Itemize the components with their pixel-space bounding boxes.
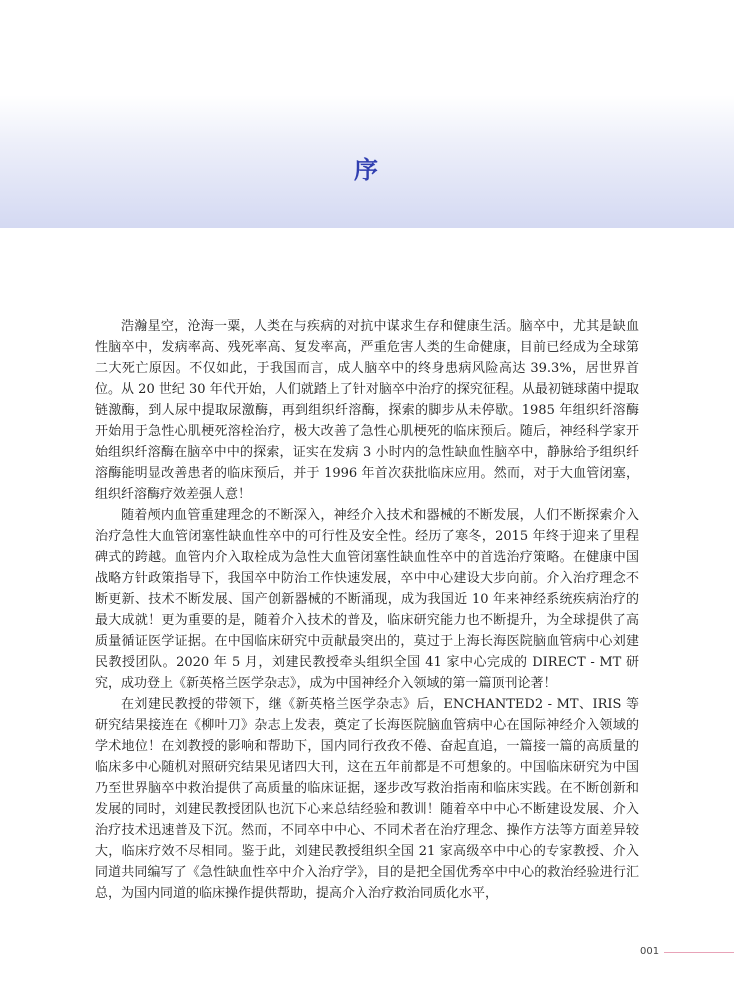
page-title: 序 (354, 156, 380, 184)
header-band (0, 0, 734, 228)
paragraph: 在刘建民教授的带领下，继《新英格兰医学杂志》后，ENCHANTED2 - MT、IRIS 等研究结果接连在《柳叶刀》杂志上发表，奠定了长海医院脑血管病中心在国际神经介入领域的学术地位！在刘教授的影响和帮助下，国内同行孜孜不倦、奋起直追，一篇接一篇的高质量的临床多中心随机对照研究结果见诸四大刊，这在五年前都是不可想象的。中国临床研究为中国乃至世界脑卒中救治提供了高质量的临床证据，逐步改写救治指南和临床实践。在不断创新和发展的同时，刘建民教授团队也沉下心来总结经验和教训！随着卒中中心不断建设发展、介入治疗技术迅速普及下沉。然而，不同卒中中心、不同术者在治疗理念、操作方法等方面差异较大，临床疗效不尽相同。鉴于此，刘建民教授组织全国 21 家高级卒中中心的专家教授、介入同道共同编写了《急性缺血性卒中介入治疗学》，目的是把全国优秀卒中中心的救治经验进行汇总，为国内同道的临床操作提供帮助，提高介入治疗救治同质化水平， (95, 697, 639, 901)
body-text (95, 316, 639, 904)
paragraph: 随着颅内血管重建理念的不断深入，神经介入技术和器械的不断发展，人们不断探索介入治疗急性大血管闭塞性缺血性卒中的可行性及安全性。经历了寒冬，2015 年终于迎来了里程碑式的跨越。血管内介入取栓成为急性大血管闭塞性缺血性卒中的首选治疗策略。在健康中国战略方针政策指导下，我国卒中防治工作快速发展，卒中中心建设大步向前。介入治疗理念不断更新、技术不断发展、国产创新器械的不断涌现，成为我国近 10 年来神经系统疾病治疗的最大成就！更为重要的是，随着介入技术的普及，临床研究能力也不断提升，为全球提供了高质量循证医学证据。在中国临床研究中贡献最突出的，莫过于上海长海医院脑血管病中心刘建民教授团队。2020 年 5 月，刘建民教授牵头组织全国 41 家中心完成的 DIRECT - MT 研究，成功登上《新英格兰医学杂志》，成为中国神经介入领域的第一篇顶刊论著！ (95, 508, 639, 691)
page-number: 001 (640, 946, 660, 957)
footer-rule (664, 952, 734, 953)
paragraph: 浩瀚星空，沧海一粟，人类在与疾病的对抗中谋求生存和健康生活。脑卒中，尤其是缺血性脑卒中，发病率高、残死率高、复发率高，严重危害人类的生命健康，目前已经成为全球第二大死亡原因。不仅如此，于我国而言，成人脑卒中的终身患病风险高达 39.3%，居世界首位。从 20 世纪 30 年代开始，人们就踏上了针对脑卒中治疗的探究征程。从最初链球菌中提取链激酶，到人尿中提取尿激酶，再到组织纤溶酶，探索的脚步从未停歇。1985 年组织纤溶酶开始用于急性心肌梗死溶栓治疗，极大改善了急性心肌梗死的临床预后。随后，神经科学家开始组织纤溶酶在脑卒中中的探索，证实在发病 3 小时内的急性缺血性脑卒中，静脉给予组织纤溶酶能明显改善患者的临床预后，并于 1996 年首次获批临床应用。然而，对于大血管闭塞，组织纤溶酶疗效差强人意！ (95, 319, 639, 502)
page-footer (640, 945, 734, 959)
